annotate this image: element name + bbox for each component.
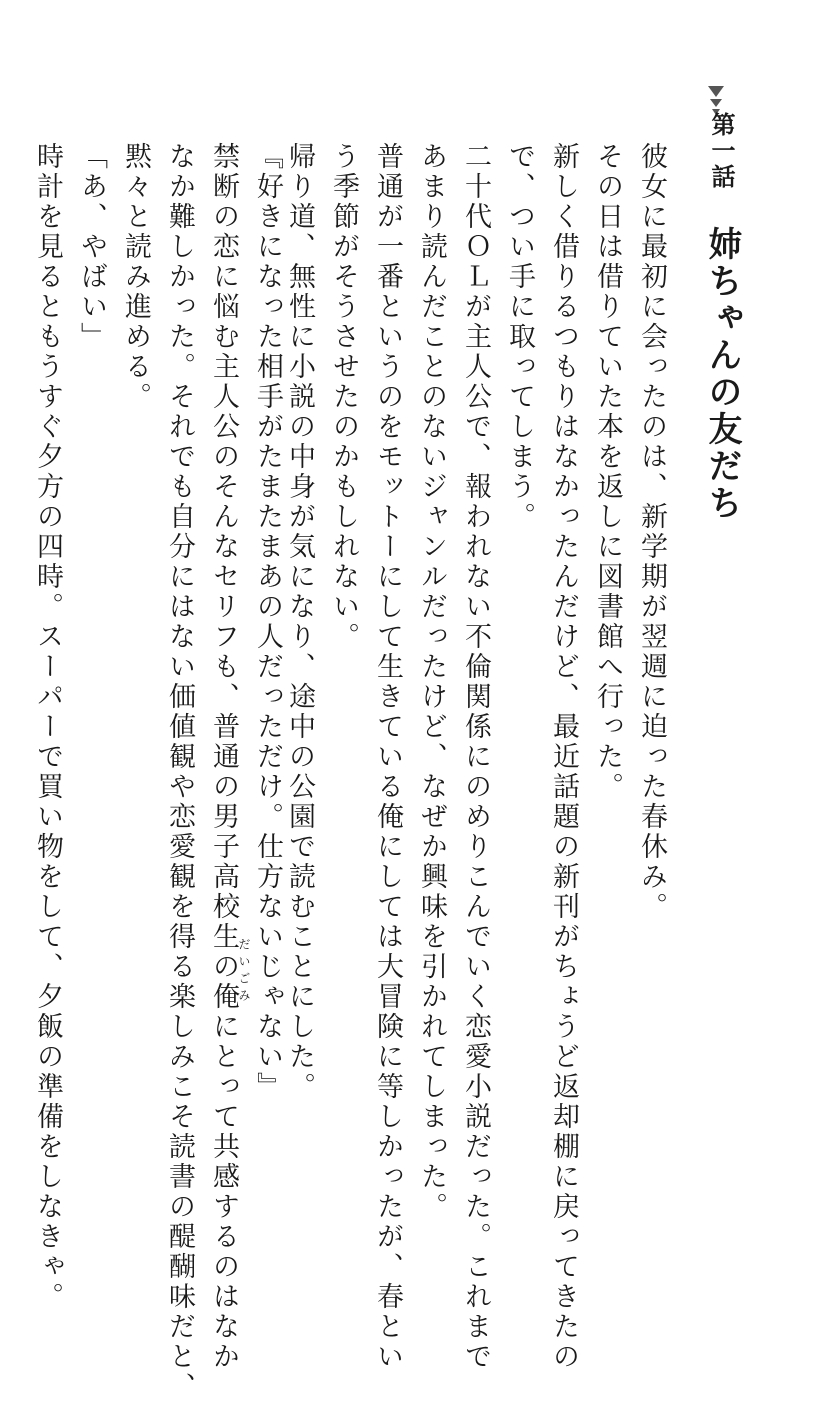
- ruby-annotation: だいごみ: [237, 938, 251, 1006]
- text-line-10: 『好きになった相手がたまたまあの人だっただけ。仕方ないじゃない』: [252, 142, 283, 1102]
- text-line-11: 禁断の恋に悩む主人公のそんなセリフも、普通の男子高校生の俺にとって共感するのはなか: [208, 142, 239, 1372]
- text-line-12: なか難しかった。それでも自分にはない価値観や恋愛観を得る楽しみこそ読書の醍醐味だと、: [164, 142, 195, 1402]
- text-line-4: で、つい手に取ってしまう。: [504, 142, 535, 532]
- triangle-ornament-icon: [708, 86, 724, 115]
- text-line-14: 「あ、やばい」: [76, 142, 107, 352]
- text-line-7: 普通が一番というのをモットーにして生きている俺にしては大冒険に等しかったが、春とい: [372, 142, 403, 1372]
- text-line-15: 時計を見るともうすぐ夕方の四時。スーパーで買い物をして、夕飯の準備をしなきゃ。: [32, 142, 63, 1312]
- chapter-number: 第一話: [707, 112, 736, 190]
- text-line-2: その日は借りていた本を返しに図書館へ行った。: [592, 142, 623, 802]
- text-line-6: あまり読んだことのないジャンルだったけど、なぜか興味を引かれてしまった。: [416, 142, 447, 1222]
- text-line-8: う季節がそうさせたのかもしれない。: [328, 142, 359, 652]
- text-line-1: 彼女に最初に会ったのは、新学期が翌週に迫った春休み。: [636, 142, 667, 922]
- text-line-3: 新しく借りるつもりはなかったんだけど、最近話題の新刊がちょうど返却棚に戻ってきたの: [548, 142, 579, 1372]
- text-line-9: 帰り道、無性に小説の中身が気になり、途中の公園で読むことにした。: [284, 142, 315, 1102]
- text-line-5: 二十代ＯＬが主人公で、報われない不倫関係にのめりこんでいく恋愛小説だった。これまで: [460, 142, 491, 1372]
- chapter-title: 姉ちゃんの友だち: [702, 226, 742, 522]
- text-line-13: 黙々と読み進める。: [120, 142, 151, 412]
